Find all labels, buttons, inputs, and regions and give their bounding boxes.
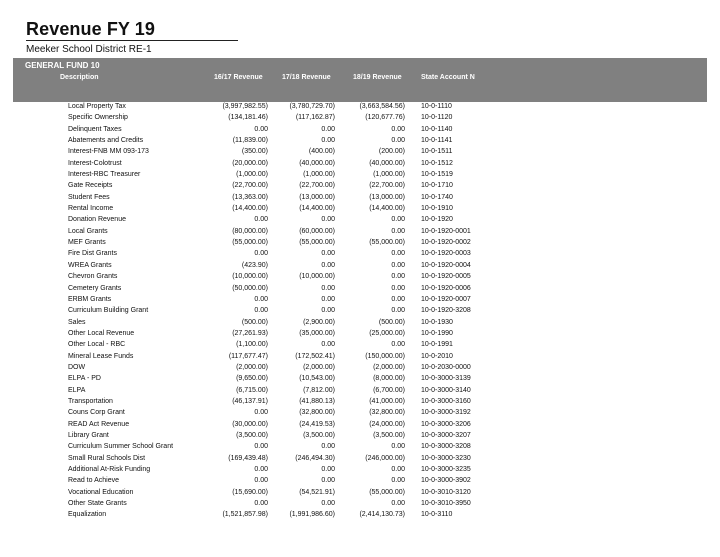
row-fy1718-revenue: (32,800.00) bbox=[299, 409, 335, 417]
row-description: Fire Dist Grants bbox=[68, 250, 118, 258]
table-row bbox=[0, 112, 720, 123]
row-state-account: 10-0-1710 bbox=[421, 182, 453, 190]
row-description: Additional At-Risk Funding bbox=[68, 466, 151, 473]
row-fy1819-revenue: (55,000.00) bbox=[369, 239, 405, 247]
row-fy1819-revenue: (1,000.00) bbox=[373, 171, 405, 179]
table-row bbox=[0, 237, 720, 248]
table-row bbox=[0, 146, 720, 157]
row-state-account: 10-0-3000-3192 bbox=[421, 409, 471, 417]
report-subtitle: Meeker School District RE-1 bbox=[26, 44, 152, 55]
row-fy1718-revenue: 0.00 bbox=[321, 466, 335, 473]
row-state-account: 10-0-1120 bbox=[421, 114, 453, 122]
row-fy1617-revenue: 0.00 bbox=[254, 409, 268, 417]
row-description: Delinquent Taxes bbox=[68, 125, 122, 133]
row-fy1718-revenue: 0.00 bbox=[321, 341, 335, 349]
row-fy1617-revenue: (2,000.00) bbox=[236, 363, 268, 371]
row-fy1819-revenue: (3,663,584.56) bbox=[359, 103, 405, 110]
row-fy1819-revenue: 0.00 bbox=[391, 466, 405, 473]
table-row bbox=[0, 271, 720, 282]
table-row bbox=[0, 339, 720, 350]
row-state-account: 10-0-2030-0000 bbox=[421, 363, 471, 371]
row-fy1718-revenue: (24,419.53) bbox=[299, 420, 335, 428]
table-row bbox=[0, 498, 720, 509]
row-fy1617-revenue: (3,997,982.55) bbox=[222, 103, 268, 110]
row-fy1718-revenue: 0.00 bbox=[321, 137, 335, 145]
row-state-account: 10-0-1511 bbox=[421, 148, 453, 156]
row-fy1718-revenue: (3,500.00) bbox=[303, 431, 335, 439]
row-state-account: 10-0-1110 bbox=[421, 103, 452, 110]
row-state-account: 10-0-1920-0006 bbox=[421, 284, 471, 292]
row-state-account: 10-0-3000-3139 bbox=[421, 375, 471, 383]
revenue-table-body bbox=[0, 101, 720, 521]
row-description: Specific Ownership bbox=[68, 114, 128, 122]
row-state-account: 10-0-1512 bbox=[421, 159, 453, 167]
row-description: Local Property Tax bbox=[68, 103, 126, 110]
table-row bbox=[0, 362, 720, 373]
table-row bbox=[0, 192, 720, 203]
report-title: Revenue FY 19 bbox=[26, 19, 156, 39]
column-header-description: Description bbox=[60, 74, 99, 81]
row-description: Abatements and Credits bbox=[68, 137, 144, 145]
table-row bbox=[0, 169, 720, 180]
table-row bbox=[0, 396, 720, 407]
row-fy1617-revenue: (15,690.00) bbox=[232, 488, 268, 496]
row-fy1819-revenue: (2,000.00) bbox=[373, 363, 405, 371]
row-description: ELPA bbox=[68, 386, 86, 394]
row-fy1819-revenue: (40,000.00) bbox=[369, 159, 405, 167]
row-description: MEF Grants bbox=[68, 239, 106, 247]
row-fy1617-revenue: (6,715.00) bbox=[236, 386, 268, 394]
row-state-account: 10-0-3010-3950 bbox=[421, 500, 471, 508]
row-fy1819-revenue: 0.00 bbox=[391, 216, 405, 224]
row-description: Student Fees bbox=[68, 193, 110, 201]
row-fy1617-revenue: (20,000.00) bbox=[232, 159, 268, 167]
table-row bbox=[0, 430, 720, 441]
row-fy1819-revenue: 0.00 bbox=[391, 250, 405, 258]
row-fy1617-revenue: (117,677.47) bbox=[228, 352, 268, 360]
row-fy1819-revenue: (2,414,130.73) bbox=[359, 511, 405, 519]
row-fy1718-revenue: (3,780,729.70) bbox=[289, 103, 335, 110]
row-fy1718-revenue: (41,880.13) bbox=[299, 397, 335, 405]
row-description: Gate Receipts bbox=[68, 182, 113, 190]
row-fy1819-revenue: (22,700.00) bbox=[369, 182, 405, 190]
row-description: Local Grants bbox=[68, 227, 108, 235]
row-description: Read to Achieve bbox=[68, 477, 119, 485]
row-state-account: 10-0-3000-3140 bbox=[421, 386, 471, 394]
row-fy1617-revenue: (1,100.00) bbox=[236, 341, 268, 349]
row-description: Interest-Colotrust bbox=[68, 159, 122, 167]
row-description: Equalization bbox=[68, 511, 107, 519]
row-description: Cemetery Grants bbox=[68, 284, 122, 292]
row-fy1819-revenue: (25,000.00) bbox=[369, 329, 405, 337]
row-description: Sales bbox=[68, 318, 86, 326]
row-fy1819-revenue: 0.00 bbox=[391, 273, 405, 281]
row-state-account: 10-0-1920-0005 bbox=[421, 273, 471, 281]
row-description: Donation Revenue bbox=[68, 216, 126, 224]
table-row bbox=[0, 407, 720, 418]
row-state-account: 10-0-3000-3235 bbox=[421, 466, 471, 473]
table-row bbox=[0, 464, 720, 475]
row-fy1819-revenue: 0.00 bbox=[391, 477, 405, 485]
row-fy1819-revenue: (500.00) bbox=[378, 318, 405, 326]
row-fy1819-revenue: (150,000.00) bbox=[365, 352, 405, 360]
column-header-fy1718: 17/18 Revenue bbox=[282, 74, 331, 81]
table-row bbox=[0, 317, 720, 328]
row-state-account: 10-0-1920-0003 bbox=[421, 250, 471, 258]
row-description: Mineral Lease Funds bbox=[68, 352, 134, 360]
row-fy1617-revenue: 0.00 bbox=[254, 125, 268, 133]
table-row bbox=[0, 214, 720, 225]
row-fy1718-revenue: (117,162.87) bbox=[295, 114, 335, 122]
column-header-fy1617: 16/17 Revenue bbox=[214, 74, 263, 81]
row-state-account: 10-0-1990 bbox=[421, 329, 453, 337]
row-fy1617-revenue: (50,000.00) bbox=[232, 284, 268, 292]
row-state-account: 10-0-1519 bbox=[421, 171, 453, 179]
row-state-account: 10-0-3000-3160 bbox=[421, 397, 471, 405]
row-description: ELPA - PD bbox=[68, 375, 101, 383]
row-fy1819-revenue: (32,800.00) bbox=[369, 409, 405, 417]
row-fy1718-revenue: 0.00 bbox=[321, 500, 335, 508]
row-fy1718-revenue: 0.00 bbox=[321, 250, 335, 258]
row-fy1718-revenue: (14,400.00) bbox=[299, 205, 335, 213]
row-fy1718-revenue: 0.00 bbox=[321, 284, 335, 292]
row-fy1617-revenue: (13,363.00) bbox=[232, 193, 268, 201]
row-state-account: 10-0-3010-3120 bbox=[421, 488, 471, 496]
row-fy1617-revenue: (80,000.00) bbox=[232, 227, 268, 235]
row-fy1819-revenue: (24,000.00) bbox=[369, 420, 405, 428]
row-fy1819-revenue: (200.00) bbox=[378, 148, 405, 156]
table-row bbox=[0, 373, 720, 384]
row-fy1819-revenue: 0.00 bbox=[391, 261, 405, 269]
table-row bbox=[0, 101, 720, 112]
row-fy1617-revenue: 0.00 bbox=[254, 443, 268, 451]
row-fy1617-revenue: (11,839.00) bbox=[232, 137, 268, 145]
row-state-account: 10-0-2010 bbox=[421, 352, 453, 360]
row-description: Chevron Grants bbox=[68, 273, 118, 281]
row-fy1617-revenue: (14,400.00) bbox=[232, 205, 268, 213]
row-fy1718-revenue: (10,000.00) bbox=[299, 273, 335, 281]
row-state-account: 10-0-1141 bbox=[421, 137, 453, 145]
row-fy1718-revenue: (13,000.00) bbox=[299, 193, 335, 201]
table-row bbox=[0, 124, 720, 135]
row-description: Vocational Education bbox=[68, 488, 134, 496]
row-fy1819-revenue: (120,677.76) bbox=[365, 114, 405, 122]
row-fy1718-revenue: (60,000.00) bbox=[299, 227, 335, 235]
table-row bbox=[0, 158, 720, 169]
table-row bbox=[0, 487, 720, 498]
row-state-account: 10-0-1920-0001 bbox=[421, 227, 471, 235]
row-fy1617-revenue: (350.00) bbox=[241, 148, 268, 156]
row-fy1819-revenue: 0.00 bbox=[391, 341, 405, 349]
row-fy1819-revenue: (41,000.00) bbox=[369, 397, 405, 405]
row-fy1617-revenue: (3,500.00) bbox=[236, 431, 268, 439]
table-row bbox=[0, 328, 720, 339]
row-fy1718-revenue: (246,494.30) bbox=[295, 454, 335, 462]
row-description: Curriculum Building Grant bbox=[68, 307, 149, 315]
table-row bbox=[0, 453, 720, 464]
row-fy1617-revenue: 0.00 bbox=[254, 500, 268, 508]
row-fy1617-revenue: 0.00 bbox=[254, 250, 268, 258]
column-header-fy1819: 18/19 Revenue bbox=[353, 74, 402, 81]
row-fy1617-revenue: (169,439.48) bbox=[228, 454, 268, 462]
row-fy1718-revenue: (55,000.00) bbox=[299, 239, 335, 247]
row-description: DOW bbox=[68, 363, 86, 371]
table-row bbox=[0, 180, 720, 191]
row-description: Other Local - RBC bbox=[68, 341, 126, 349]
row-fy1819-revenue: 0.00 bbox=[391, 443, 405, 451]
row-state-account: 10-0-1991 bbox=[421, 341, 453, 349]
row-fy1617-revenue: (1,000.00) bbox=[236, 171, 268, 179]
row-fy1718-revenue: (2,900.00) bbox=[303, 318, 335, 326]
table-header-band bbox=[13, 58, 707, 102]
row-fy1617-revenue: (46,137.91) bbox=[232, 397, 268, 405]
row-fy1718-revenue: 0.00 bbox=[321, 261, 335, 269]
row-description: Interest-RBC Treasurer bbox=[68, 171, 141, 179]
row-fy1617-revenue: (55,000.00) bbox=[232, 239, 268, 247]
table-row bbox=[0, 283, 720, 294]
table-row bbox=[0, 226, 720, 237]
row-fy1718-revenue: (10,543.00) bbox=[299, 375, 335, 383]
row-fy1718-revenue: (54,521.91) bbox=[299, 488, 335, 496]
table-row bbox=[0, 248, 720, 259]
row-state-account: 10-0-3000-3206 bbox=[421, 420, 471, 428]
row-fy1617-revenue: (134,181.46) bbox=[228, 114, 268, 122]
row-description: Library Grant bbox=[68, 431, 109, 439]
row-fy1819-revenue: 0.00 bbox=[391, 125, 405, 133]
row-fy1819-revenue: (6,700.00) bbox=[373, 386, 405, 394]
row-fy1718-revenue: (1,000.00) bbox=[303, 171, 335, 179]
table-row bbox=[0, 294, 720, 305]
row-state-account: 10-0-1920-3208 bbox=[421, 307, 471, 315]
row-fy1718-revenue: (7,812.00) bbox=[303, 386, 335, 394]
row-fy1617-revenue: (1,521,857.98) bbox=[222, 511, 268, 519]
section-title: GENERAL FUND 10 bbox=[25, 61, 100, 70]
row-description: Rental Income bbox=[68, 205, 114, 213]
row-fy1718-revenue: (40,000.00) bbox=[299, 159, 335, 167]
row-description: READ Act Revenue bbox=[68, 420, 130, 428]
title-underline bbox=[26, 40, 238, 41]
row-fy1617-revenue: 0.00 bbox=[254, 216, 268, 224]
row-description: Couns Corp Grant bbox=[68, 409, 125, 417]
table-row bbox=[0, 135, 720, 146]
row-fy1617-revenue: (27,261.93) bbox=[232, 329, 268, 337]
row-description: Other Local Revenue bbox=[68, 329, 135, 337]
row-fy1718-revenue: (172,502.41) bbox=[295, 352, 335, 360]
row-fy1819-revenue: 0.00 bbox=[391, 295, 405, 303]
row-state-account: 10-0-3000-3208 bbox=[421, 443, 471, 451]
row-description: WREA Grants bbox=[68, 261, 112, 269]
row-fy1718-revenue: 0.00 bbox=[321, 307, 335, 315]
row-fy1819-revenue: (14,400.00) bbox=[369, 205, 405, 213]
row-fy1617-revenue: (423.90) bbox=[241, 261, 268, 269]
table-row bbox=[0, 305, 720, 316]
table-row bbox=[0, 351, 720, 362]
row-fy1718-revenue: (2,000.00) bbox=[303, 363, 335, 371]
row-fy1617-revenue: 0.00 bbox=[254, 295, 268, 303]
row-fy1718-revenue: 0.00 bbox=[321, 477, 335, 485]
table-row bbox=[0, 385, 720, 396]
row-fy1718-revenue: 0.00 bbox=[321, 125, 335, 133]
row-fy1617-revenue: (30,000.00) bbox=[232, 420, 268, 428]
row-state-account: 10-0-3110 bbox=[421, 511, 453, 519]
row-state-account: 10-0-1910 bbox=[421, 205, 453, 213]
row-fy1617-revenue: (22,700.00) bbox=[232, 182, 268, 190]
row-fy1617-revenue: (500.00) bbox=[241, 318, 268, 326]
table-row bbox=[0, 475, 720, 486]
row-state-account: 10-0-1920-0007 bbox=[421, 295, 471, 303]
row-state-account: 10-0-1740 bbox=[421, 193, 453, 201]
row-state-account: 10-0-3000-3230 bbox=[421, 454, 471, 462]
row-fy1819-revenue: 0.00 bbox=[391, 500, 405, 508]
table-row bbox=[0, 260, 720, 271]
row-fy1819-revenue: 0.00 bbox=[391, 227, 405, 235]
row-fy1819-revenue: (13,000.00) bbox=[369, 193, 405, 201]
row-fy1718-revenue: (1,991,986.60) bbox=[289, 511, 335, 519]
row-fy1819-revenue: (246,000.00) bbox=[365, 454, 405, 462]
row-fy1819-revenue: (3,500.00) bbox=[373, 431, 405, 439]
row-fy1617-revenue: (9,650.00) bbox=[236, 375, 268, 383]
row-fy1718-revenue: 0.00 bbox=[321, 443, 335, 451]
row-fy1819-revenue: 0.00 bbox=[391, 284, 405, 292]
row-fy1819-revenue: (8,000.00) bbox=[373, 375, 405, 383]
table-row bbox=[0, 441, 720, 452]
row-state-account: 10-0-3000-3207 bbox=[421, 431, 471, 439]
row-state-account: 10-0-1920-0002 bbox=[421, 239, 471, 247]
row-fy1617-revenue: 0.00 bbox=[254, 466, 268, 473]
row-state-account: 10-0-1920-0004 bbox=[421, 261, 471, 269]
table-row bbox=[0, 419, 720, 430]
row-description: Transportation bbox=[68, 397, 113, 405]
row-description: Interest-FNB MM 093-173 bbox=[68, 148, 149, 156]
row-state-account: 10-0-1140 bbox=[421, 125, 453, 133]
row-fy1718-revenue: 0.00 bbox=[321, 216, 335, 224]
row-state-account: 10-0-3000-3902 bbox=[421, 477, 471, 485]
row-fy1718-revenue: 0.00 bbox=[321, 295, 335, 303]
row-fy1819-revenue: 0.00 bbox=[391, 137, 405, 145]
row-fy1819-revenue: 0.00 bbox=[391, 307, 405, 315]
row-fy1617-revenue: (10,000.00) bbox=[232, 273, 268, 281]
row-description: Small Rural Schools Dist bbox=[68, 454, 146, 462]
row-fy1718-revenue: (22,700.00) bbox=[299, 182, 335, 190]
row-state-account: 10-0-1920 bbox=[421, 216, 453, 224]
row-description: ERBM Grants bbox=[68, 295, 112, 303]
row-fy1617-revenue: 0.00 bbox=[254, 477, 268, 485]
row-fy1617-revenue: 0.00 bbox=[254, 307, 268, 315]
row-fy1718-revenue: (400.00) bbox=[308, 148, 335, 156]
column-header-state-account: State Account N bbox=[421, 74, 475, 81]
row-fy1819-revenue: (55,000.00) bbox=[369, 488, 405, 496]
table-row bbox=[0, 509, 720, 520]
row-description: Curriculum Summer School Grant bbox=[68, 443, 174, 451]
table-row bbox=[0, 203, 720, 214]
row-fy1718-revenue: (35,000.00) bbox=[299, 329, 335, 337]
row-state-account: 10-0-1930 bbox=[421, 318, 453, 326]
row-description: Other State Grants bbox=[68, 500, 127, 508]
